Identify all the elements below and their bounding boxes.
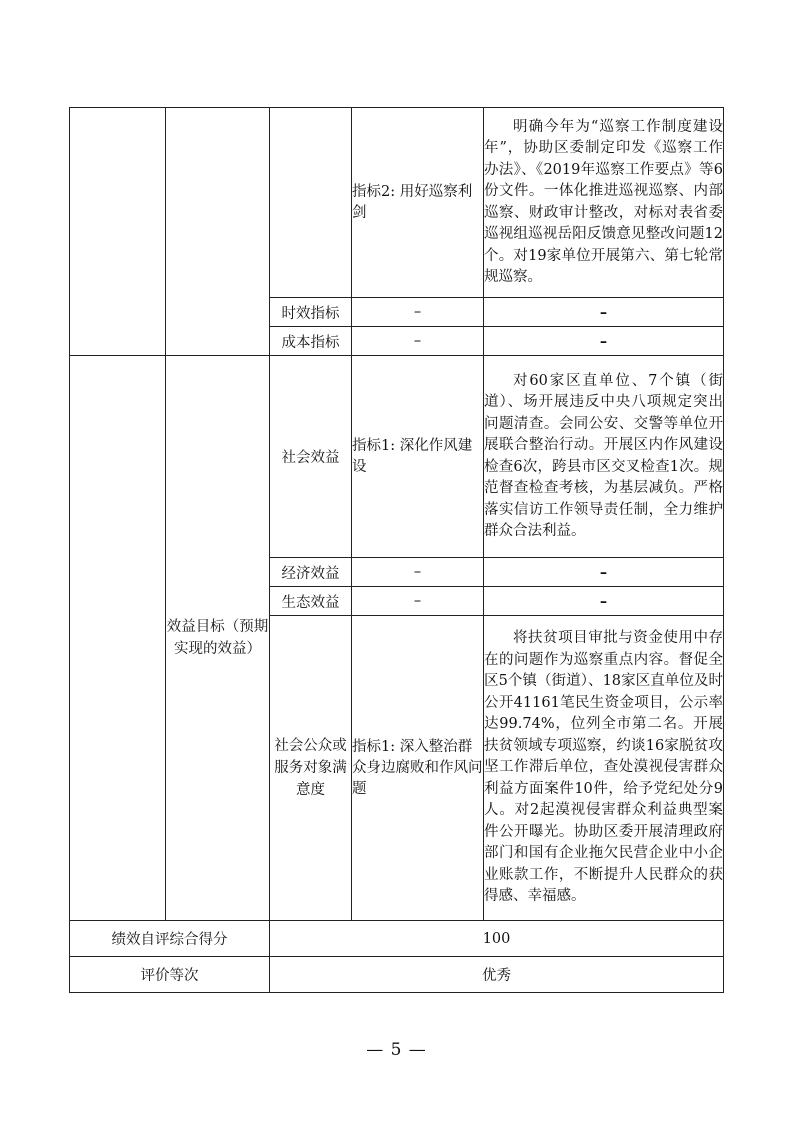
empty-level1-cell <box>70 356 166 921</box>
category-cell: 社会效益 <box>270 356 352 558</box>
empty-category-cell <box>270 108 352 298</box>
category-cell: 生态效益 <box>270 587 352 616</box>
value-cell: – <box>484 558 724 587</box>
score-value: 100 <box>270 921 724 957</box>
category-cell: 社会公众或服务对象满意度 <box>270 616 352 921</box>
score-label: 绩效自评综合得分 <box>70 921 270 957</box>
value-cell: 明确今年为“巡察工作制度建设年”，协助区委制定印发《巡察工作办法》、《2019年巡察工作要点》等6份文件。一体化推进巡视巡察、内部巡察、财政审计整改，对标对表省委巡视组巡视岳阳反馈意见整改问题12个。对19家单位开展第六、第七轮常规巡察。 <box>484 108 724 298</box>
indicator-cell: 指标1: 深入整治群众身边腐败和作风问题 <box>352 616 484 921</box>
value-cell: – <box>484 587 724 616</box>
category-cell: 经济效益 <box>270 558 352 587</box>
grade-value: 优秀 <box>270 957 724 993</box>
table-row <box>70 108 724 298</box>
indicator-cell: – <box>352 298 484 327</box>
value-cell: – <box>484 298 724 327</box>
indicator-cell: – <box>352 587 484 616</box>
page-number: — 5 — <box>366 1040 427 1060</box>
indicator-cell: – <box>352 558 484 587</box>
value-cell: 对60家区直单位、7个镇（街道）、场开展违反中央八项规定突出问题清查。会同公安、交警等单位开展联合整治行动。开展区内作风建设检查6次，跨县市区交叉检查1次。规范督查检查考核，为基层减负。严格落实信访工作领导责任制，全力维护群众合法利益。 <box>484 356 724 558</box>
grade-label: 评价等次 <box>70 957 270 993</box>
value-cell: – <box>484 327 724 356</box>
performance-table <box>69 107 724 993</box>
empty-level2-cell <box>166 108 270 356</box>
table-row <box>70 957 724 993</box>
benefit-goal-cell: 效益目标（预期实现的效益） <box>166 356 270 921</box>
table-row <box>70 356 724 558</box>
category-cell: 时效指标 <box>270 298 352 327</box>
indicator-cell: 指标2: 用好巡察利剑 <box>352 108 484 298</box>
indicator-cell: – <box>352 327 484 356</box>
value-cell: 将扶贫项目审批与资金使用中存在的问题作为巡察重点内容。督促全区5个镇（街道）、18家区直单位及时公开41161笔民生资金项目，公示率达99.74%，位列全市第二名。开展扶贫领域专项巡察，约谈16家脱贫攻坚工作滞后单位，查处漠视侵害群众利益方面案件10件，给予党纪处分9人。对2起漠视侵害群众利益典型案件公开曝光。协助区委开展清理政府部门和国有企业拖欠民营企业中小企业账款工作，不断提升人民群众的获得感、幸福感。 <box>484 616 724 921</box>
category-cell: 成本指标 <box>270 327 352 356</box>
indicator-cell: 指标1: 深化作风建设 <box>352 356 484 558</box>
empty-level1-cell <box>70 108 166 356</box>
table-row <box>70 921 724 957</box>
